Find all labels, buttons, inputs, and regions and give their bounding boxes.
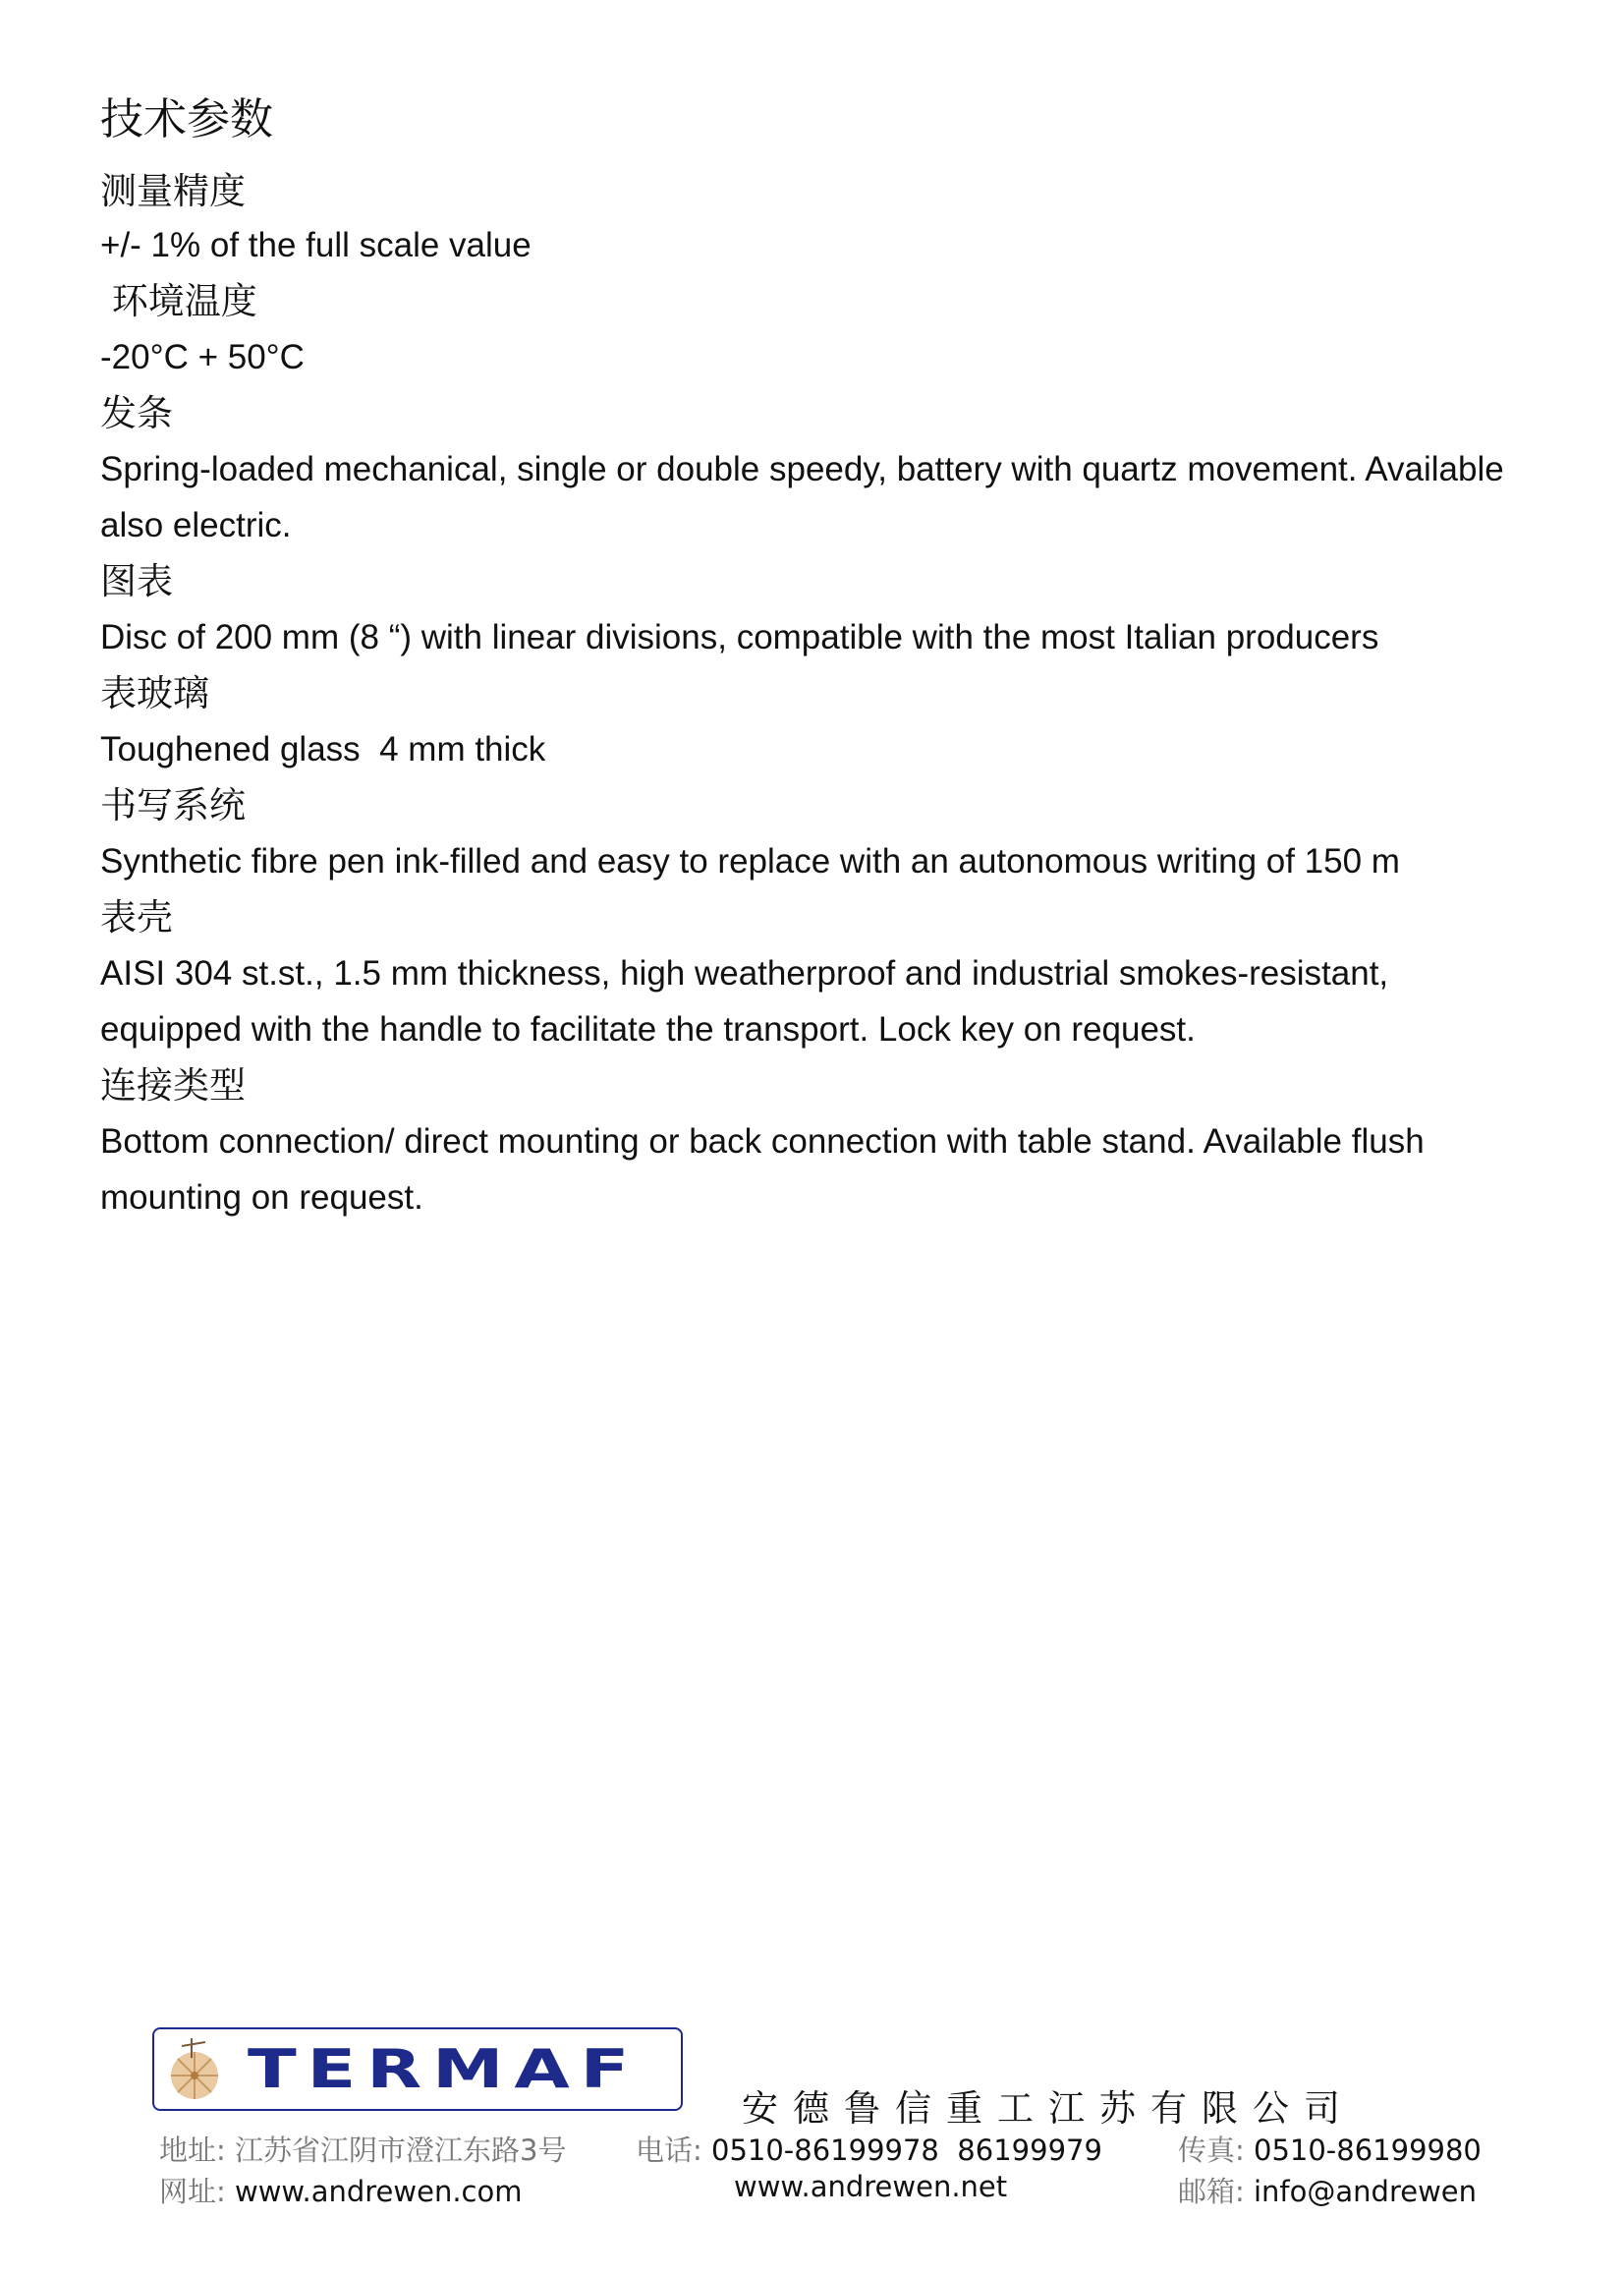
spec-item (100, 163, 1554, 273)
spec-item (100, 1057, 1554, 1225)
sun-emblem-icon (162, 2036, 231, 2105)
company-name: 安德鲁信重工江苏有限公司 (742, 2087, 1355, 2130)
address-value: 江苏省江阴市澄江东路3号 (235, 2134, 567, 2167)
fax-label: 传真: (1178, 2134, 1245, 2167)
spec-item (100, 385, 1554, 553)
spec-value: Spring-loaded mechanical, single or double speedy, battery with quartz movement. Available also electric. (100, 450, 1504, 544)
address-label: 地址: (159, 2134, 226, 2167)
spec-label: 连接类型 (100, 1064, 246, 1107)
spec-label: 发条 (100, 392, 173, 434)
spec-value: -20°C + 50°C (100, 338, 305, 376)
phone-value: 0510-86199978 86199979 (711, 2134, 1102, 2167)
spec-value: AISI 304 st.st., 1.5 mm thickness, high weatherproof and industrial smokes-resistant, equipped with the handle to facilitate the transport. Lock key on request. (100, 954, 1389, 1049)
phone-label: 电话: (636, 2134, 702, 2167)
spec-value: Toughened glass 4 mm thick (100, 730, 546, 768)
spec-value: +/- 1% of the full scale value (100, 226, 532, 264)
spec-label: 环境温度 (100, 280, 257, 322)
spec-value: Disc of 200 mm (8 “) with linear divisions, compatible with the most Italian producers (100, 618, 1379, 656)
spec-item (100, 665, 1554, 777)
spec-value: Synthetic fibre pen ink-filled and easy to replace with an autonomous writing of 150 m (100, 842, 1400, 881)
spec-label: 测量精度 (100, 170, 246, 212)
spec-label: 图表 (100, 560, 173, 602)
email-label: 邮箱: (1178, 2175, 1245, 2208)
email-link[interactable]: info@andrewen (1254, 2175, 1478, 2208)
website-link[interactable]: www.andrewen.com (235, 2175, 523, 2208)
spec-item (100, 889, 1554, 1057)
spec-label: 表玻璃 (100, 672, 209, 714)
spec-label: 书写系统 (100, 784, 246, 826)
spec-value: Bottom connection/ direct mounting or back connection with table stand. Available flush mounting on request. (100, 1122, 1425, 1217)
spec-item (100, 777, 1554, 889)
spec-item (100, 553, 1554, 665)
fax-value: 0510-86199980 (1254, 2134, 1482, 2167)
company-logo (152, 2027, 683, 2111)
spec-item (100, 273, 1554, 385)
website-label: 网址: (159, 2175, 226, 2208)
spec-label: 表壳 (100, 896, 173, 939)
spec-list (100, 163, 1554, 1225)
website-link-2[interactable]: www.andrewen.net (734, 2170, 1008, 2203)
page-title: 技术参数 (100, 94, 273, 144)
logo-wordmark: TERMAF (248, 2038, 641, 2100)
